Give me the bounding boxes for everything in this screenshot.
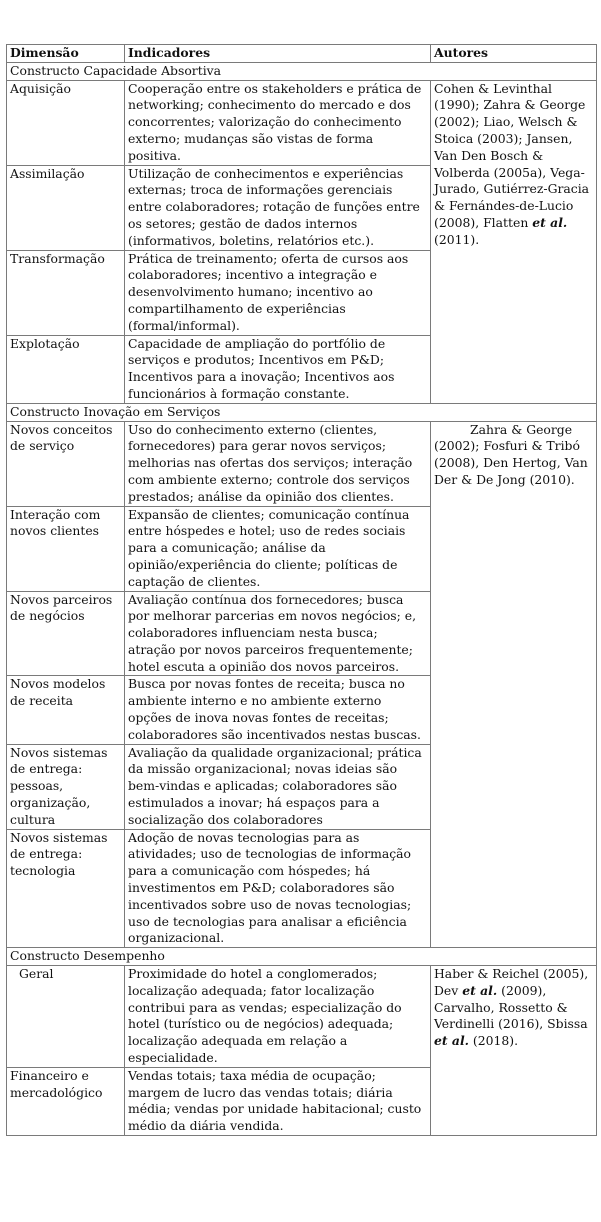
- dimension-cell: Novos parceiros de negócios: [7, 591, 125, 676]
- authors-etal: et al.: [532, 214, 568, 230]
- indicators-cell: Adoção de novas tecnologias para as atividades; uso de tecnologias de informação para a comunicação com hóspedes; há investimentos em P&D; colaboradores são incentivados sobre uso de novas tecnologias; uso de tecnologias para analisar a eficiência organizacional.: [125, 829, 431, 948]
- indicators-cell: Expansão de clientes; comunicação contínua entre hóspedes e hotel; uso de redes sociais para a comunicação; análise da opinião/experiência do cliente; políticas de captação de clientes.: [125, 506, 431, 591]
- group-title: Constructo Desempenho: [7, 948, 597, 966]
- indicators-cell: Vendas totais; taxa média de ocupação; margem de lucro das vendas totais; diária média; vendas por unidade habitacional; custo médio da diária vendida.: [125, 1067, 431, 1135]
- dimension-cell: Novos sistemas de entrega: tecnologia: [7, 829, 125, 948]
- header-indicators: Indicadores: [125, 45, 431, 63]
- authors-text: Zahra & George (2002); Fosfuri & Tribó (2008), Den Hertog, Van Der & De Jong (2010).: [434, 421, 588, 487]
- authors-text: Cohen & Levinthal (1990); Zahra & George (2002); Liao, Welsch & Stoica (2003); Jansen, Van Den Bosch & Volberda (2005a), Vega-Jurado, Gutiérrez-Gracia & Fernándes-de-Lucio (2008), Flatten: [434, 80, 590, 230]
- authors-tail: (2018).: [468, 1033, 519, 1049]
- indicators-cell: Uso do conhecimento externo (clientes, fornecedores) para gerar novos serviços; melhorias nas ofertas dos serviços; interação com ambiente externo; controle dos serviços prestados; análise da opinião dos clientes.: [125, 421, 431, 506]
- dimension-cell: Explotação: [7, 335, 125, 403]
- indicators-cell: Avaliação contínua dos fornecedores; busca por melhorar parcerias em novos negócios; e, colaboradores influenciam nesta busca; atração por novos parceiros frequentemente; hotel escuta a opinião dos novos parceiros.: [125, 591, 431, 676]
- authors-text: (2009), Carvalho, Rossetto & Verdinelli (2016), Sbissa: [434, 982, 588, 1032]
- indicators-cell: Prática de treinamento; oferta de cursos aos colaboradores; incentivo a integração e desenvolvimento humano; incentivo ao compartilhamento de experiências (formal/informal).: [125, 250, 431, 335]
- group-row: [7, 403, 597, 421]
- table-row: [7, 966, 597, 1068]
- header-row: [7, 45, 597, 63]
- authors-etal: et al.: [462, 982, 498, 998]
- indicators-cell: Utilização de conhecimentos e experiências externas; troca de informações gerenciais entre colaboradores; rotação de funções entre os setores; gestão de dados internos (informativos, boletins, relatórios etc.).: [125, 165, 431, 250]
- group-title: Constructo Capacidade Absortiva: [7, 62, 597, 80]
- authors-etal: et al.: [434, 1033, 469, 1049]
- dimension-cell: Novos sistemas de entrega: pessoas, organização, cultura: [7, 744, 125, 829]
- table-row: [7, 421, 597, 506]
- dimension-cell: Novos modelos de receita: [7, 676, 125, 744]
- group-row: [7, 62, 597, 80]
- indicators-cell: Avaliação da qualidade organizacional; prática da missão organizacional; novas ideias são bem-vindas e aplicadas; colaboradores são estimulados a inovar; há espaços para a socialização dos colaboradores: [125, 744, 431, 829]
- indicators-cell: Proximidade do hotel a conglomerados; localização adequada; fator localização contribui para as vendas; especialização do hotel (turístico ou de negócios) adequada; localização adequada em relação a especialidade.: [125, 966, 431, 1068]
- header-authors: Autores: [431, 45, 597, 63]
- indicators-cell: Cooperação entre os stakeholders e prática de networking; conhecimento do mercado e dos concorrentes; valorização do conhecimento externo; mudanças são vistas de forma positiva.: [125, 80, 431, 165]
- dimension-cell: Financeiro e mercadológico: [7, 1067, 125, 1135]
- indicators-cell: Busca por novas fontes de receita; busca no ambiente interno e no ambiente externo opções de inova novas fontes de receitas; colaboradores são incentivados nestas buscas.: [125, 676, 431, 744]
- authors-text: Haber & Reichel (2005), Dev: [434, 966, 589, 998]
- indicators-cell: Capacidade de ampliação do portfólio de serviços e produtos; Incentivos em P&D; Incentivos para a inovação; Incentivos aos funcionários à formação constante.: [125, 335, 431, 403]
- table-row: [7, 80, 597, 165]
- constructs-table: [6, 44, 597, 1136]
- header-dimension: Dimensão: [7, 45, 125, 63]
- authors-cell: [431, 421, 597, 948]
- group-title: Constructo Inovação em Serviços: [7, 403, 597, 421]
- dimension-cell: Aquisição: [7, 80, 125, 165]
- authors-cell: [431, 966, 597, 1136]
- dimension-cell: Geral: [7, 966, 125, 1068]
- authors-tail: (2011).: [434, 231, 480, 247]
- dimension-cell: Assimilação: [7, 165, 125, 250]
- dimension-cell: Interação com novos clientes: [7, 506, 125, 591]
- dimension-cell: Novos conceitos de serviço: [7, 421, 125, 506]
- group-row: [7, 948, 597, 966]
- authors-cell: [431, 80, 597, 403]
- dimension-cell: Transformação: [7, 250, 125, 335]
